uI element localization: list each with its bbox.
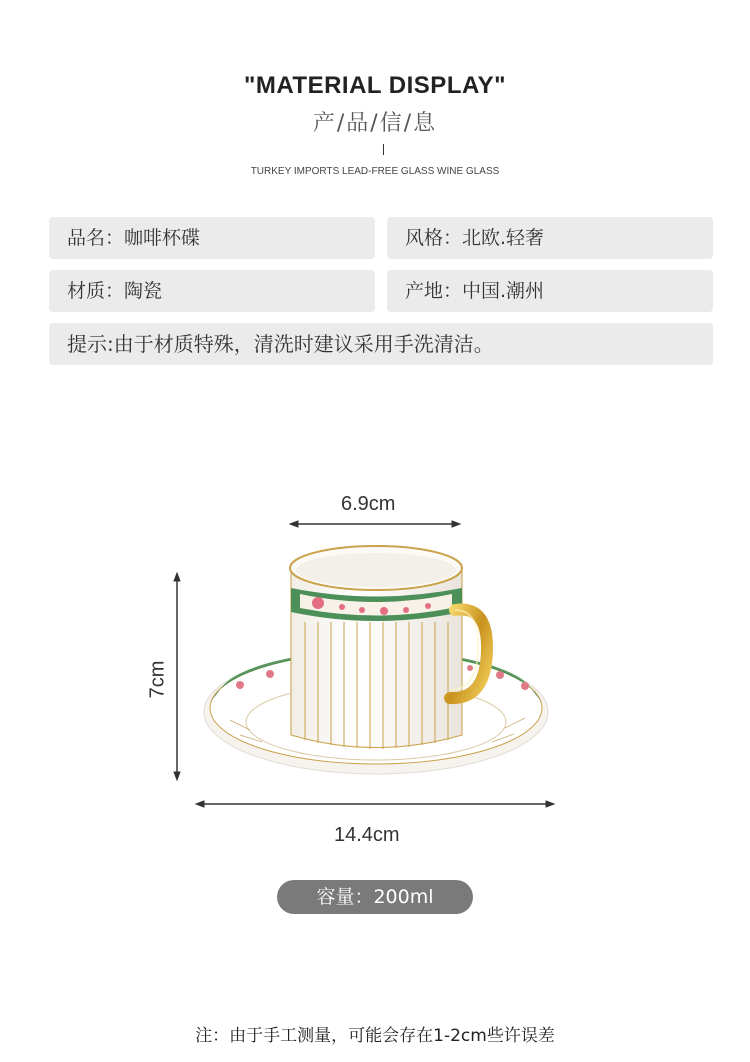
info-name: 品名：咖啡杯碟 bbox=[67, 227, 201, 249]
saucer-width-arrow bbox=[196, 801, 554, 807]
product-info-subtitle: 产/品/信/息 bbox=[312, 111, 438, 136]
cup-width-arrow bbox=[290, 521, 460, 527]
material-display-title: "MATERIAL DISPLAY" bbox=[243, 72, 506, 99]
info-origin: 产地：中国.潮州 bbox=[405, 280, 545, 302]
height-arrow bbox=[174, 573, 180, 780]
cup-diameter-label: 6.9cm bbox=[341, 493, 396, 515]
height-label: 7cm bbox=[146, 660, 169, 699]
info-style: 风格：北欧.轻奢 bbox=[405, 227, 545, 249]
measurement-note: 注：由于手工测量，可能会存在1-2cm些许误差 bbox=[195, 1026, 555, 1046]
info-material: 材质：陶瓷 bbox=[67, 280, 163, 302]
capacity-badge: 容量：200ml bbox=[277, 880, 473, 914]
info-tip: 提示:由于材质特殊，清洗时建议采用手洗清洁。 bbox=[67, 332, 494, 356]
cup bbox=[290, 546, 487, 749]
tagline: TURKEY IMPORTS LEAD-FREE GLASS WINE GLASS bbox=[250, 166, 500, 177]
saucer-diameter-label: 14.4cm bbox=[334, 824, 400, 846]
